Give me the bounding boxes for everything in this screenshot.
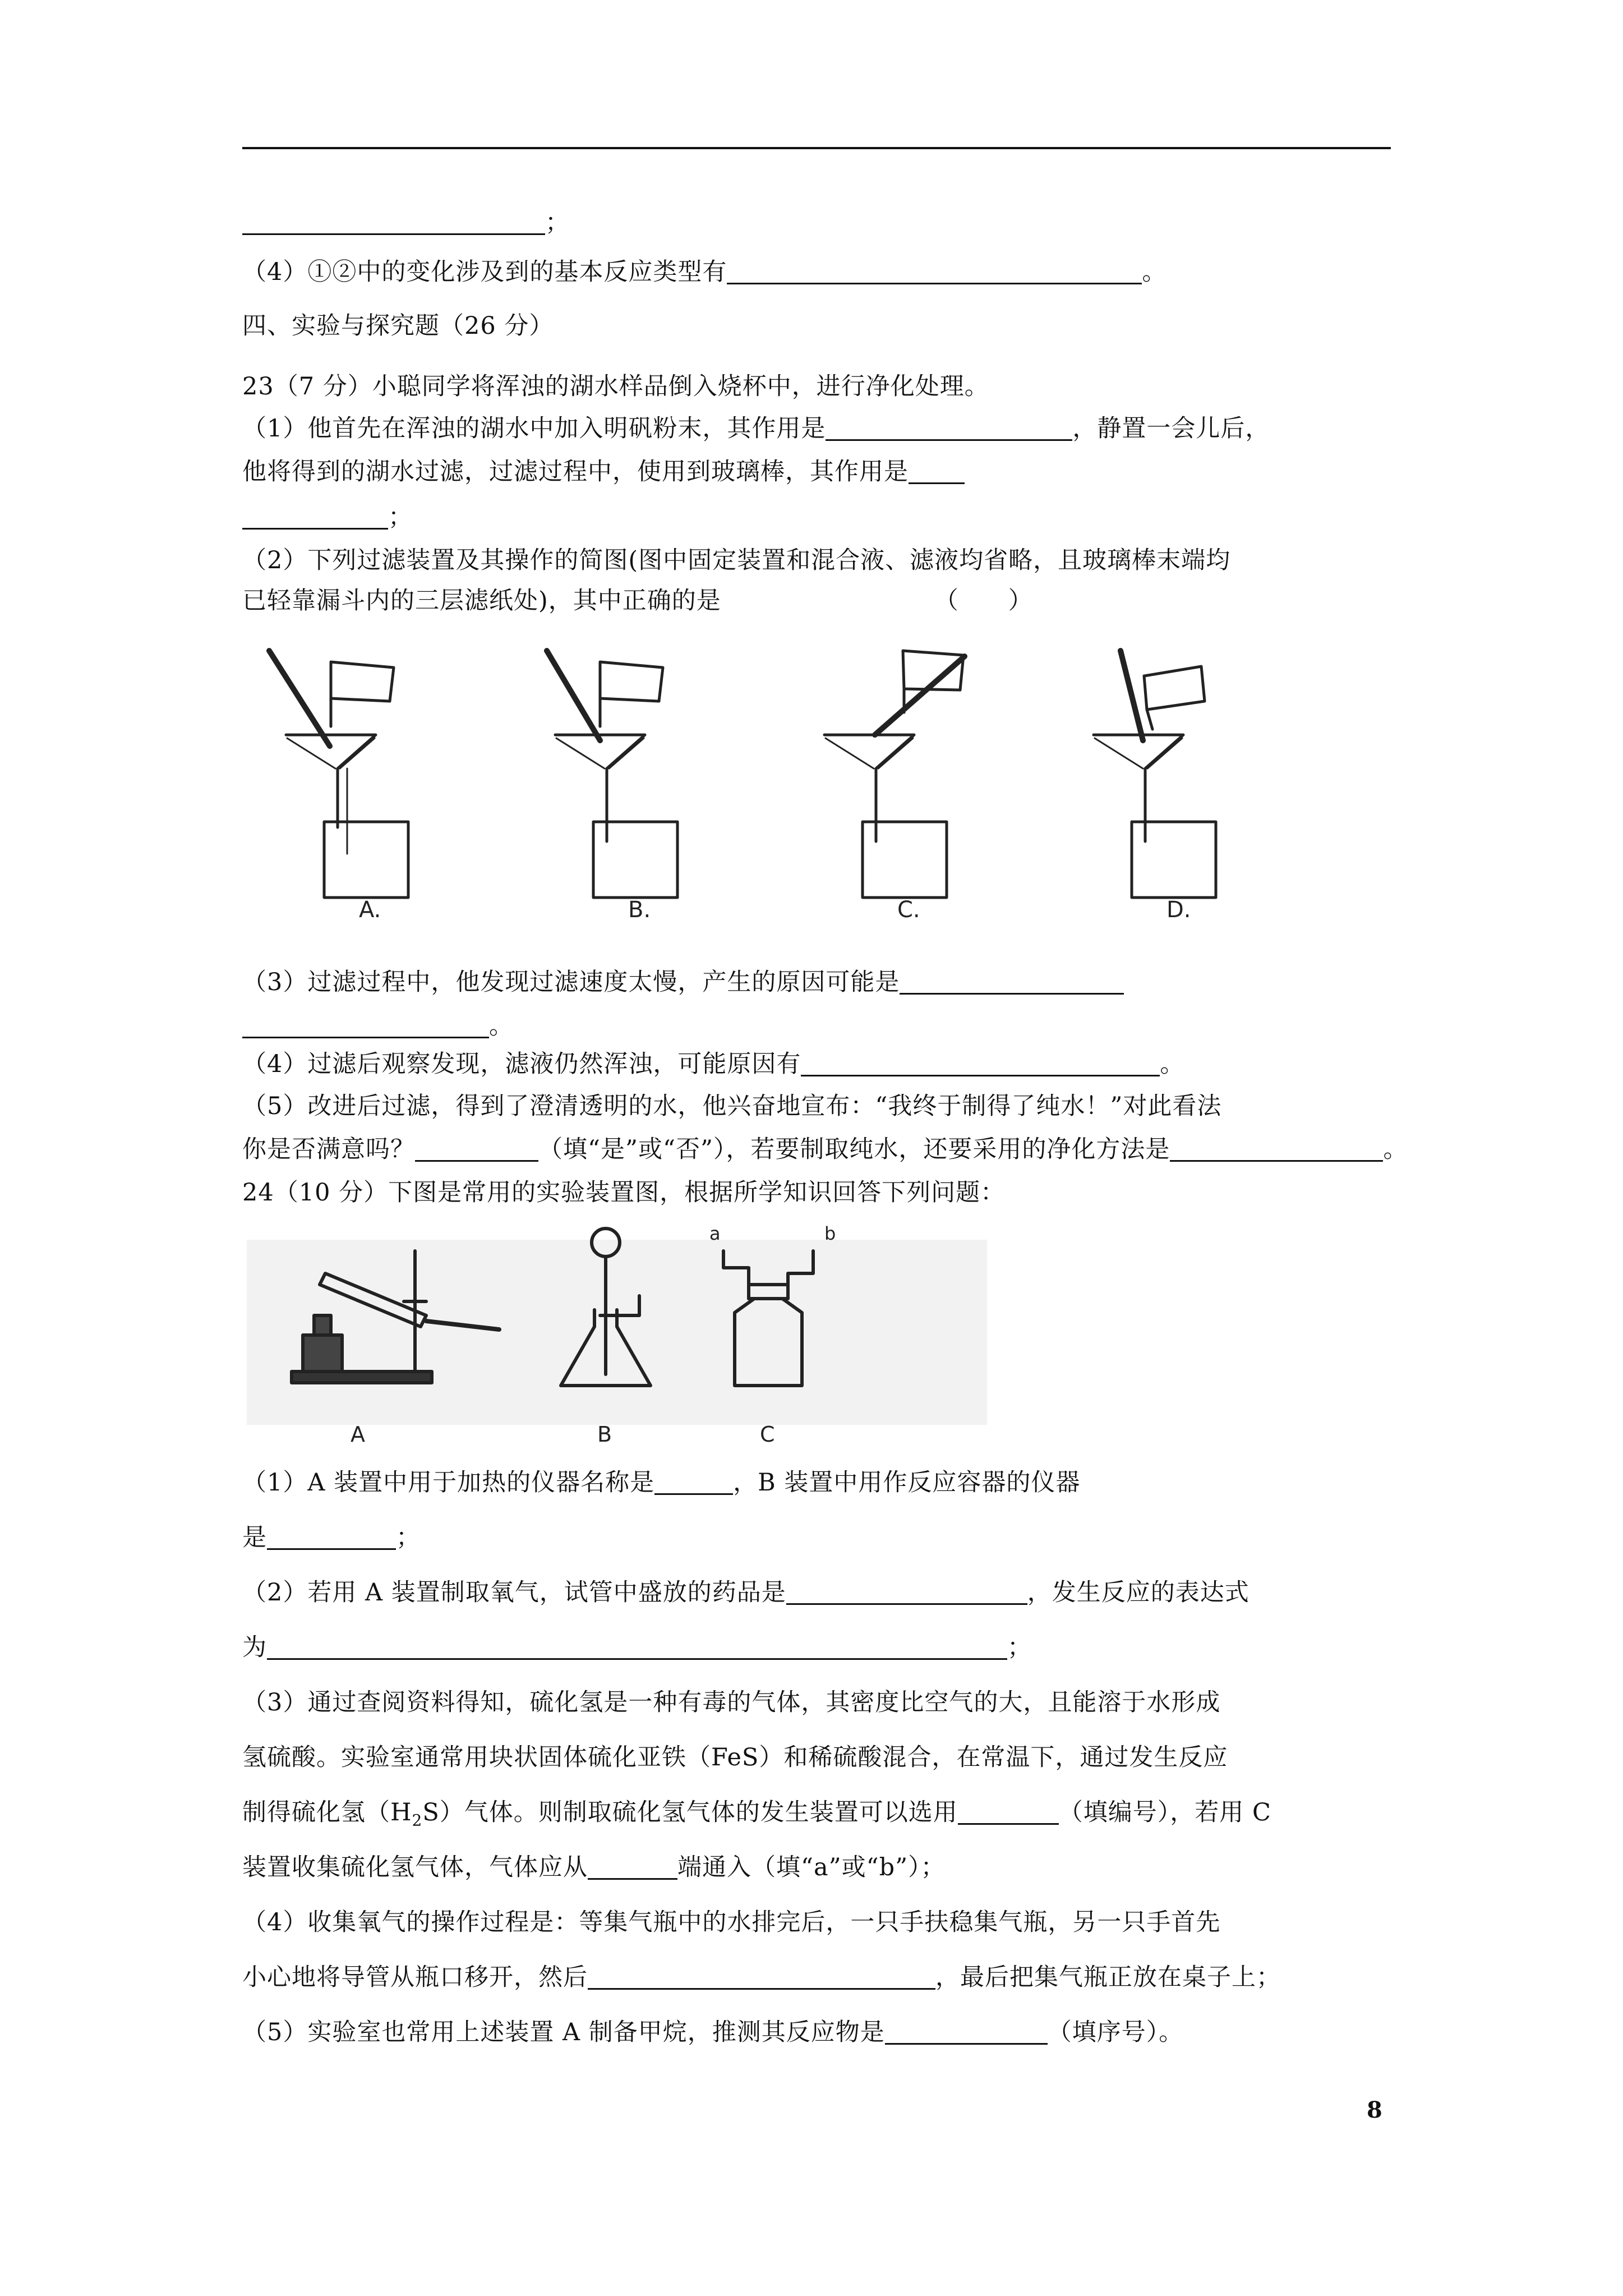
answer-blank[interactable] <box>958 1798 1059 1825</box>
header-rule <box>242 147 1391 149</box>
question-23-part-5: （5）改进后过滤，得到了澄清透明的水，他兴奋地宣布：“我终于制得了纯水！”对此看法 <box>242 1092 1222 1120</box>
apparatus-label-c: C <box>760 1422 775 1447</box>
question-24-part-3-cont: 氢硫酸。实验室通常用块状固体硫化亚铁（FeS）和稀硫酸混合，在常温下，通过发生反应 <box>242 1743 1228 1772</box>
answer-blank[interactable] <box>654 1469 733 1495</box>
question-23-title: 23（7 分）小聪同学将浑浊的湖水样品倒入烧杯中，进行净化处理。 <box>242 372 989 401</box>
question-24-part-2: （2）若用 A 装置制取氧气，试管中盛放的药品是 ，发生反应的表达式 <box>242 1579 1249 1607</box>
filtration-figure <box>247 628 1301 931</box>
question-23-part-3-end: 。 <box>242 1010 514 1042</box>
question-24-part-1: （1）A 装置中用于加热的仪器名称是 ，B 装置中用作反应容器的仪器 <box>242 1469 1081 1497</box>
apparatus-label-b: B <box>597 1422 612 1447</box>
answer-blank[interactable] <box>1170 1135 1383 1162</box>
answer-blank[interactable] <box>801 1050 1160 1076</box>
setup-d <box>1094 651 1216 898</box>
answer-blank[interactable] <box>588 1853 677 1880</box>
filtration-diagram <box>247 628 1301 931</box>
apparatus-label-a: A <box>351 1422 365 1447</box>
setup-a <box>269 651 408 898</box>
question-4: （4）①②中的变化涉及到的基本反应类型有 。 <box>242 258 1167 286</box>
answer-blank[interactable] <box>885 2018 1048 2045</box>
question-23-part-2-cont: 已轻靠漏斗内的三层滤纸处)，其中正确的是 （ ） <box>242 587 1033 615</box>
question-23-part-5-cont: 你是否满意吗？ （填“是”或“否”），若要制取纯水，还要采用的净化方法是 。 <box>242 1135 1408 1163</box>
answer-blank[interactable] <box>900 968 1124 995</box>
question-23-part-2: （2）下列过滤装置及其操作的简图(图中固定装置和混合液、滤液均省略，且玻璃棒末端均 <box>242 546 1231 574</box>
label-b: B. <box>628 897 651 923</box>
question-24-part-3: （3）通过查阅资料得知，硫化氢是一种有毒的气体，其密度比空气的大，且能溶于水形成 <box>242 1688 1221 1717</box>
question-24-part-5: （5）实验室也常用上述装置 A 制备甲烷，推测其反应物是 （填序号）。 <box>242 2018 1184 2046</box>
page-number: 8 <box>1367 2097 1382 2123</box>
label-d: D. <box>1166 897 1191 923</box>
question-23-part-1: （1）他首先在浑浊的湖水中加入明矾粉末，其作用是 ，静置一会儿后， <box>242 415 1270 443</box>
question-23-part-1-cont: 他将得到的湖水过滤，过滤过程中，使用到玻璃棒，其作用是 <box>242 455 965 488</box>
setup-b <box>547 651 677 898</box>
apparatus-figure <box>247 1217 987 1453</box>
question-24-part-3-cont2: 制得硫化氢$(H_2S)$气体。则制取硫化氢气体的发生装置可以选用 （填编号），若用 C <box>242 1798 1271 1830</box>
question-24-part-1-cont: 是 ； <box>242 1524 421 1552</box>
question-24-part-4-cont: 小心地将导管从瓶口移开，然后 ，最后把集气瓶正放在桌子上； <box>242 1963 1281 1991</box>
question-23-part-1-end: ； <box>242 501 413 533</box>
answer-blank[interactable] <box>242 209 545 235</box>
answer-blank[interactable] <box>588 1963 935 1990</box>
setup-c <box>824 651 965 898</box>
question-23-part-4: （4）过滤后观察发现，滤液仍然浑浊，可能原因有 。 <box>242 1050 1185 1078</box>
question-24-part-3-cont3: 装置收集硫化氢气体，气体应从 端通入（填“a”或“b”）； <box>242 1853 946 1881</box>
question-23-part-3: （3）过滤过程中，他发现过滤速度太慢，产生的原因可能是 <box>242 966 1124 999</box>
answer-blank[interactable] <box>415 1135 538 1162</box>
answer-blank[interactable] <box>242 1012 489 1038</box>
port-a-label: a <box>709 1223 721 1244</box>
label-c: C. <box>897 897 920 923</box>
apparatus-diagram <box>247 1217 987 1453</box>
answer-blank[interactable] <box>786 1579 1027 1605</box>
answer-blank[interactable] <box>909 458 965 484</box>
question-24-part-2-cont: 为 ； <box>242 1634 1032 1662</box>
question-24-title: 24（10 分）下图是常用的实验装置图，根据所学知识回答下列问题： <box>242 1179 1006 1207</box>
answer-blank[interactable] <box>267 1634 1007 1660</box>
label-a: A. <box>359 897 381 923</box>
answer-blank[interactable] <box>242 503 388 530</box>
answer-blank[interactable] <box>727 258 1142 284</box>
port-b-label: b <box>824 1223 836 1244</box>
section-heading: 四、实验与探究题（26 分） <box>242 312 554 340</box>
answer-blank[interactable] <box>267 1524 396 1550</box>
answer-blank[interactable] <box>826 415 1072 441</box>
question-24-part-4: （4）收集氧气的操作过程是：等集气瓶中的水排完后，一只手扶稳集气瓶，另一只手首先 <box>242 1908 1221 1936</box>
answer-line-1: ； <box>242 206 570 239</box>
